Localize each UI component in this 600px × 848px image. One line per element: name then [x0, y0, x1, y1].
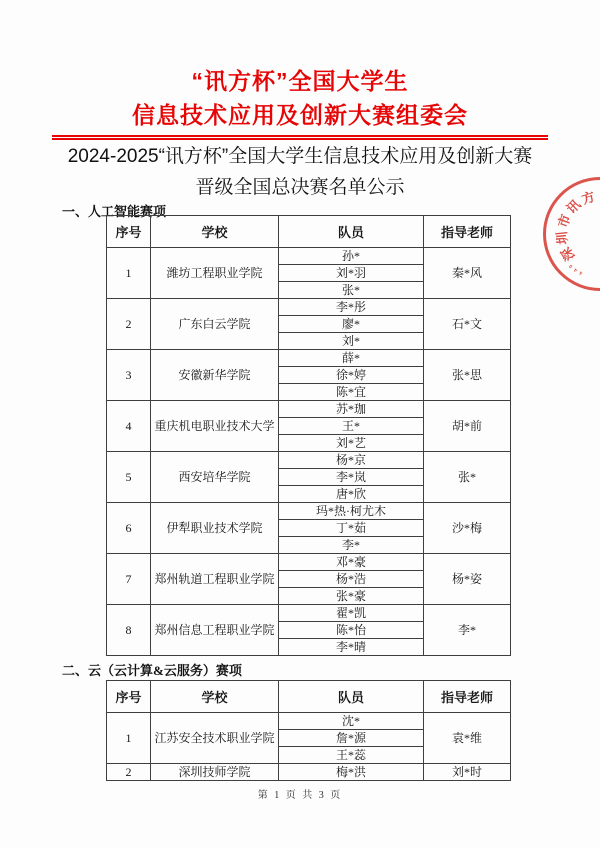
- member-cell: 沈*: [279, 713, 424, 730]
- seal-arc-character: 深: [557, 244, 578, 264]
- column-header: 学校: [151, 216, 279, 248]
- table-row: [107, 554, 511, 571]
- school-cell: 潍坊工程职业学院: [151, 248, 279, 299]
- member-cell: 陈*宜: [279, 384, 424, 401]
- section-heading-cloud: 二、云（云计算&云服务）赛项: [62, 663, 242, 678]
- member-cell: 刘*羽: [279, 265, 424, 282]
- teacher-cell: 秦*风: [424, 248, 511, 299]
- serial-number-cell: 7: [107, 554, 151, 605]
- serial-number-cell: 2: [107, 299, 151, 350]
- teacher-cell: 张*: [424, 452, 511, 503]
- teacher-cell: 张*思: [424, 350, 511, 401]
- column-header: 指导老师: [424, 216, 511, 248]
- serial-number-cell: 4: [107, 401, 151, 452]
- red-double-rule: [52, 135, 548, 140]
- member-cell: 王*蕊: [279, 747, 424, 764]
- member-cell: 张*豪: [279, 588, 424, 605]
- table-row: [107, 248, 511, 265]
- member-cell: 詹*源: [279, 730, 424, 747]
- rule-bottom-line: [52, 138, 548, 140]
- school-cell: 广东白云学院: [151, 299, 279, 350]
- member-cell: 李*彤: [279, 299, 424, 316]
- school-cell: 重庆机电职业技术大学: [151, 401, 279, 452]
- member-cell: 李*: [279, 537, 424, 554]
- serial-number-cell: 6: [107, 503, 151, 554]
- column-header: 学校: [151, 681, 279, 713]
- member-cell: 陈*怡: [279, 622, 424, 639]
- seal-serial-mark: 4: [573, 266, 579, 273]
- member-cell: 徐*婷: [279, 367, 424, 384]
- seal-arc-character: 市: [555, 212, 574, 230]
- table-row: [107, 503, 511, 520]
- column-header: 队员: [279, 681, 424, 713]
- seal-serial-mark: 0: [568, 262, 575, 270]
- document-title-line2: 晋级全国总决赛名单公示: [195, 177, 405, 198]
- roster-table: [106, 215, 511, 656]
- school-cell: 安徽新华学院: [151, 350, 279, 401]
- table-row: [107, 401, 511, 418]
- table-row: [107, 299, 511, 316]
- teacher-cell: 李*: [424, 605, 511, 656]
- member-cell: 张*: [279, 282, 424, 299]
- column-header: 序号: [107, 216, 151, 248]
- roster-table-ai-container: [106, 215, 511, 656]
- table-row: [107, 350, 511, 367]
- seal-arc-character: 圳: [554, 230, 571, 246]
- seal-arc-character: 讯: [563, 196, 584, 217]
- member-cell: 玛*热·柯尤木: [279, 503, 424, 520]
- table-row: [107, 764, 511, 781]
- member-cell: 杨*浩: [279, 571, 424, 588]
- member-cell: 薛*: [279, 350, 424, 367]
- serial-number-cell: 5: [107, 452, 151, 503]
- column-header: 队员: [279, 216, 424, 248]
- table-row: [107, 605, 511, 622]
- section-heading-ai: 一、人工智能赛项: [62, 204, 167, 219]
- serial-number-cell: 1: [107, 713, 151, 764]
- school-cell: 郑州信息工程职业学院: [151, 605, 279, 656]
- member-cell: 丁*茹: [279, 520, 424, 537]
- organization-title-line2: 信息技术应用及创新大赛组委会: [132, 102, 468, 128]
- member-cell: 李*岚: [279, 469, 424, 486]
- organization-title: [0, 64, 600, 132]
- school-cell: 深圳技师学院: [151, 764, 279, 781]
- roster-table: [106, 680, 511, 781]
- table-header-row: [107, 681, 511, 713]
- page-number-footer: 第 1 页 共 3 页: [257, 790, 343, 801]
- column-header: 指导老师: [424, 681, 511, 713]
- school-cell: 西安培华学院: [151, 452, 279, 503]
- member-cell: 翟*凯: [279, 605, 424, 622]
- member-cell: 苏*珈: [279, 401, 424, 418]
- table-header-row: [107, 216, 511, 248]
- member-cell: 刘*: [279, 333, 424, 350]
- serial-number-cell: 8: [107, 605, 151, 656]
- school-cell: 江苏安全技术职业学院: [151, 713, 279, 764]
- member-cell: 唐*欣: [279, 486, 424, 503]
- column-header: 序号: [107, 681, 151, 713]
- organization-title-line1: “讯方杯”全国大学生: [191, 68, 409, 94]
- table-row: [107, 452, 511, 469]
- school-cell: 伊犁职业技术学院: [151, 503, 279, 554]
- member-cell: 王*: [279, 418, 424, 435]
- teacher-cell: 刘*时: [424, 764, 511, 781]
- table-row: [107, 713, 511, 730]
- member-cell: 杨*京: [279, 452, 424, 469]
- member-cell: 邓*豪: [279, 554, 424, 571]
- member-cell: 廖*: [279, 316, 424, 333]
- serial-number-cell: 3: [107, 350, 151, 401]
- teacher-cell: 杨*姿: [424, 554, 511, 605]
- member-cell: 梅*洪: [279, 764, 424, 781]
- teacher-cell: 沙*梅: [424, 503, 511, 554]
- roster-table-cloud-container: [106, 680, 511, 781]
- member-cell: 李*晴: [279, 639, 424, 656]
- seal-arc-character: 方: [579, 188, 597, 208]
- member-cell: 孙*: [279, 248, 424, 265]
- teacher-cell: 袁*维: [424, 713, 511, 764]
- rule-top-line: [52, 135, 548, 137]
- school-cell: 郑州轨道工程职业学院: [151, 554, 279, 605]
- teacher-cell: 胡*前: [424, 401, 511, 452]
- serial-number-cell: 2: [107, 764, 151, 781]
- document-title-line1: 2024-2025“讯方杯”全国大学生信息技术应用及创新大赛: [67, 146, 533, 167]
- serial-number-cell: 1: [107, 248, 151, 299]
- document-title: [0, 141, 600, 203]
- seal-serial-mark: 4: [578, 269, 584, 276]
- teacher-cell: 石*文: [424, 299, 511, 350]
- member-cell: 刘*艺: [279, 435, 424, 452]
